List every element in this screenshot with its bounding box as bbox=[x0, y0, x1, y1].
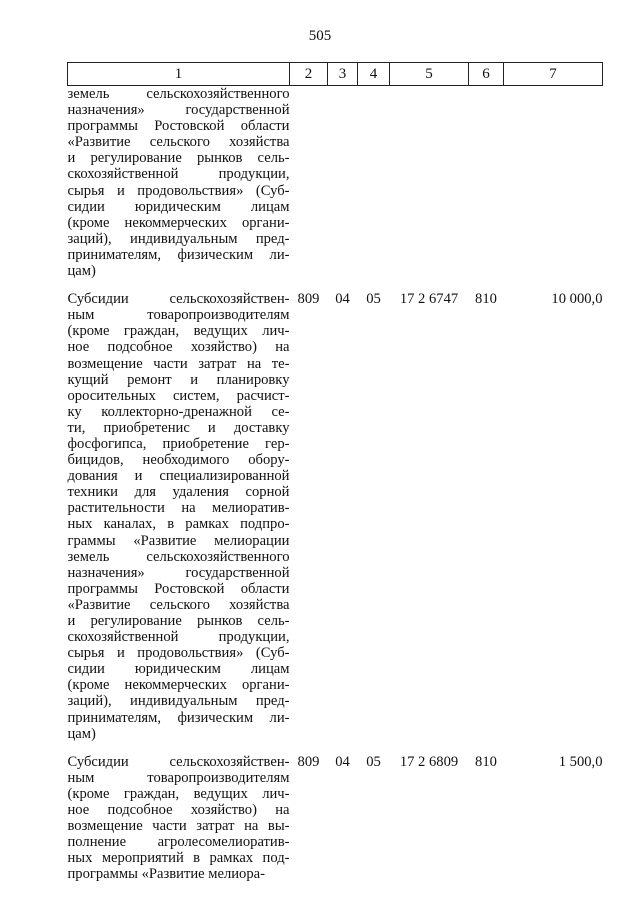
description-line: сидии юридическим лицам bbox=[67, 661, 290, 678]
description-line: скохозяйственной продукции, bbox=[67, 629, 290, 646]
table-row bbox=[68, 754, 603, 883]
target-article-cell bbox=[390, 86, 469, 280]
description-line: цам) bbox=[67, 725, 96, 742]
description-line: принимателям, физическим ли- bbox=[67, 246, 290, 263]
target-article-cell: 17 2 6747 bbox=[399, 291, 459, 308]
section-code-cell: 04 bbox=[335, 753, 350, 770]
description-line: назначения» государственной bbox=[67, 102, 290, 119]
amount-cell: 1 500,0 bbox=[558, 753, 603, 770]
description-line: и регулирование рынков сель- bbox=[67, 150, 290, 167]
header-col-4: 4 bbox=[358, 63, 390, 86]
description-line: граммы «Развитие мелиорации bbox=[67, 532, 290, 549]
description-line: «Развитие сельского хозяйства bbox=[67, 134, 290, 151]
subsection-code-cell: 05 bbox=[366, 753, 381, 770]
description-line: фосфогипса, приобретение гер- bbox=[67, 435, 290, 452]
description-line: ных каналах, в рамках подпро- bbox=[67, 516, 290, 533]
description-line: заций), индивидуальным пред- bbox=[67, 693, 290, 710]
spacer-cell bbox=[68, 742, 603, 754]
description-line: полнение агролесомелиоратив- bbox=[67, 834, 290, 851]
row-description bbox=[68, 754, 290, 883]
header-col-1: 1 bbox=[68, 63, 290, 86]
description-line: земель сельскохозяйственного bbox=[67, 86, 290, 102]
amount-cell: 10 000,0 bbox=[551, 291, 603, 308]
description-line: ным товаропроизводителям bbox=[67, 307, 290, 324]
description-line: (кроме некоммерческих органи- bbox=[67, 677, 290, 694]
description-line: ное подсобное хозяйство) на bbox=[67, 802, 290, 819]
description-line: ных мероприятий в рамках под- bbox=[67, 850, 290, 867]
description-line: растительности на мелиоратив- bbox=[67, 500, 290, 517]
table-header-row bbox=[68, 63, 603, 86]
ministry-code-cell: 809 bbox=[297, 753, 320, 770]
description-line: Субсидии сельскохозяйствен- bbox=[67, 753, 290, 770]
table-row bbox=[68, 86, 603, 280]
spacer-cell bbox=[68, 279, 603, 291]
header-col-7: 7 bbox=[504, 63, 603, 86]
header-col-5: 5 bbox=[390, 63, 469, 86]
table-row bbox=[68, 291, 603, 742]
description-line: (кроме некоммерческих органи- bbox=[67, 214, 290, 231]
expense-type-cell bbox=[469, 86, 504, 280]
expense-type-cell: 810 bbox=[475, 291, 497, 308]
description-line: программы «Развитие мелиора- bbox=[67, 866, 265, 883]
description-line: сырья и продовольствия» (Суб- bbox=[67, 182, 290, 199]
description-line: бицидов, необходимого обору- bbox=[67, 452, 290, 469]
subsection-code-cell bbox=[358, 86, 390, 280]
row-spacer bbox=[68, 742, 603, 754]
description-line: возмещение части затрат на те- bbox=[67, 355, 290, 372]
description-line: ное подсобное хозяйство) на bbox=[67, 339, 290, 356]
expense-type-cell: 810 bbox=[475, 753, 497, 770]
budget-table bbox=[67, 62, 603, 883]
row-spacer bbox=[68, 279, 603, 291]
description-line: дования и специализированной bbox=[67, 468, 290, 485]
header-col-6: 6 bbox=[469, 63, 504, 86]
description-line: сидии юридическим лицам bbox=[67, 198, 290, 215]
section-code-cell bbox=[328, 86, 358, 280]
description-line: программы Ростовской области bbox=[67, 118, 290, 135]
description-line: возмещение части затрат на вы- bbox=[67, 818, 290, 835]
description-line: цам) bbox=[67, 263, 96, 280]
description-line: (кроме граждан, ведущих лич- bbox=[67, 323, 290, 340]
description-line: скохозяйственной продукции, bbox=[67, 166, 290, 183]
target-article-cell: 17 2 6809 bbox=[399, 753, 459, 770]
ministry-code-cell bbox=[290, 86, 328, 280]
amount-cell bbox=[504, 86, 603, 280]
subsection-code-cell: 05 bbox=[366, 291, 381, 308]
row-description bbox=[68, 86, 290, 280]
description-line: назначения» государственной bbox=[67, 564, 290, 581]
description-line: оросительных систем, расчист- bbox=[67, 387, 290, 404]
page-number: 505 bbox=[308, 28, 332, 44]
ministry-code-cell: 809 bbox=[297, 291, 320, 308]
description-line: и регулирование рынков сель- bbox=[67, 613, 290, 629]
description-line: (кроме граждан, ведущих лич- bbox=[67, 785, 290, 802]
description-line: программы Ростовской области bbox=[67, 580, 290, 597]
description-line: кущий ремонт и планировку bbox=[67, 371, 290, 388]
description-line: заций), индивидуальным пред- bbox=[67, 230, 290, 247]
header-col-3: 3 bbox=[328, 63, 358, 86]
header-col-2: 2 bbox=[290, 63, 328, 86]
description-line: ку коллекторно-дренажной се- bbox=[67, 403, 290, 420]
description-line: земель сельскохозяйственного bbox=[67, 548, 290, 565]
description-line: Субсидии сельскохозяйствен- bbox=[67, 291, 290, 308]
description-line: «Развитие сельского хозяйства bbox=[67, 596, 290, 613]
description-line: принимателям, физическим ли- bbox=[67, 709, 290, 726]
section-code-cell: 04 bbox=[335, 291, 350, 308]
description-line: техники для удаления сорной bbox=[67, 484, 290, 501]
description-line: ным товаропроизводителям bbox=[67, 769, 290, 786]
description-line: ти, приобретенис и доставку bbox=[67, 419, 290, 436]
description-line: сырья и продовольствия» (Суб- bbox=[67, 645, 290, 662]
row-description bbox=[68, 291, 290, 742]
